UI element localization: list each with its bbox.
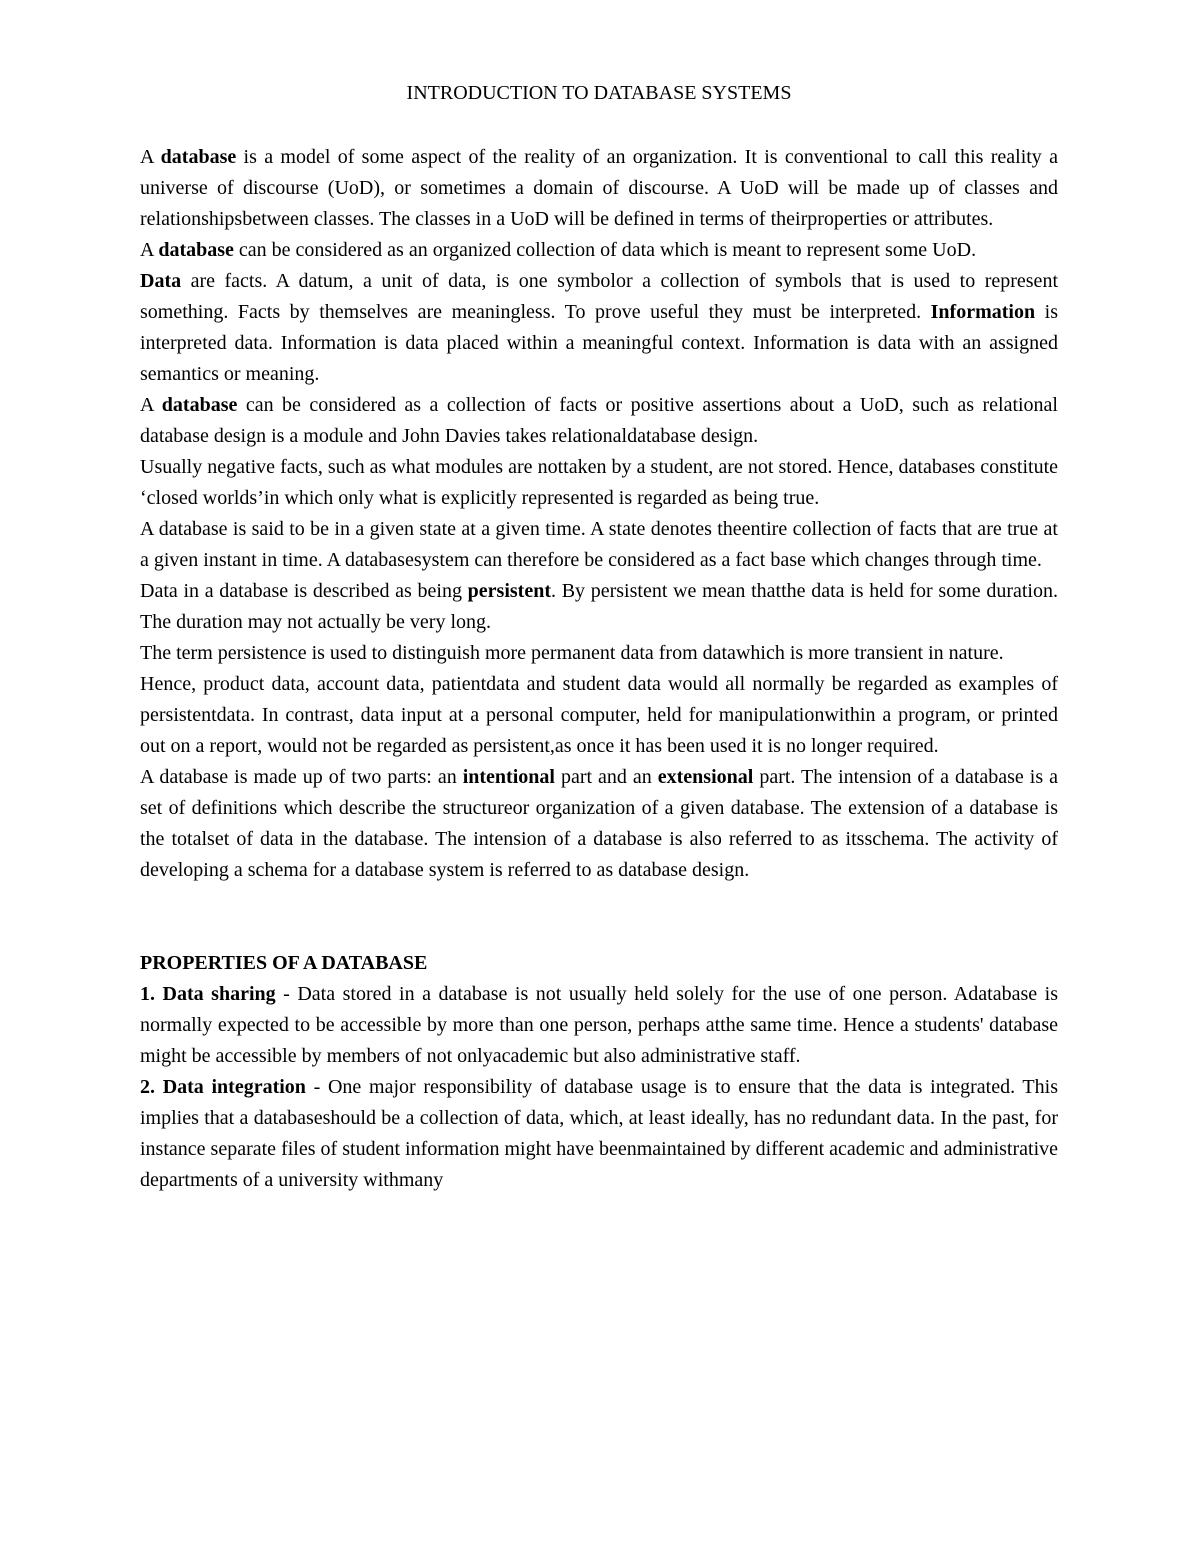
document-title: INTRODUCTION TO DATABASE SYSTEMS <box>406 82 792 104</box>
text-run: is a model of some aspect of the reality of an organization. It is conventional to call this reality a universe of discourse (UoD), or sometimes a domain of discourse. A UoD will be made up of classes and relationshipsbetween classes. The classes in a UoD will be defined in terms of theirproperties or attributes. <box>140 146 1058 230</box>
paragraph <box>140 390 1058 452</box>
document-page <box>140 78 1058 1196</box>
bold-term: database <box>161 394 238 416</box>
section-gap <box>140 886 1058 948</box>
bold-term: extensional <box>657 766 754 788</box>
text-run: Usually negative facts, such as what modules are nottaken by a student, are not stored. Hence, databases constitute ‘closed worlds’in which only what is explicitly represented is regarded as being true. <box>140 456 1058 509</box>
paragraph <box>140 669 1058 762</box>
text-run: A <box>140 394 162 416</box>
bold-term: 2. Data integration <box>140 1076 306 1098</box>
text-run: A <box>140 146 161 168</box>
paragraph <box>140 266 1058 390</box>
property-item <box>140 979 1058 1072</box>
text-run: Hence, product data, account data, patientdata and student data would all normally be regarded as examples of persistentdata. In contrast, data input at a personal computer, held for manipulationwithin a program, or printed out on a report, would not be regarded as persistent,as once it has been used it is no longer required. <box>140 673 1058 757</box>
text-run: can be considered as a collection of facts or positive assertions about a UoD, such as relational database design is a module and John Davies takes relationaldatabase design. <box>140 394 1058 447</box>
section-heading: PROPERTIES OF A DATABASE <box>140 952 428 974</box>
paragraph <box>140 142 1058 235</box>
paragraph <box>140 514 1058 576</box>
paragraph <box>140 638 1058 669</box>
bold-term: database <box>158 239 234 261</box>
text-run: part. The intension of a database is a set of definitions which describe the structureor organization of a given database. The extension of a database is the totalset of data in the database. The intension of a database is also referred to as itsschema. The activity of developing a schema for a database system is referred to as database design. <box>140 766 1058 881</box>
intro-section <box>140 142 1058 886</box>
text-run: is interpreted data. Information is data placed within a meaningful context. Information is data with an assigned semantics or meaning. <box>140 301 1058 385</box>
paragraph <box>140 576 1058 638</box>
bold-term: Information <box>930 301 1036 323</box>
text-run: . By persistent we mean thatthe data is held for some duration. The duration may not actually be very long. <box>140 580 1058 633</box>
text-run: A database is made up of two parts: an <box>140 766 463 788</box>
paragraph <box>140 235 1058 266</box>
text-run: The term persistence is used to distinguish more permanent data from datawhich is more transient in nature. <box>140 642 1004 664</box>
text-run: A database is said to be in a given state at a given time. A state denotes theentire collection of facts that are true at a given instant in time. A databasesystem can therefore be considered as a fact base which changes through time. <box>140 518 1058 571</box>
text-run: part and an <box>554 766 658 788</box>
paragraph <box>140 452 1058 514</box>
text-run: are facts. A datum, a unit of data, is one symbolor a collection of symbols that is used to represent something. Facts by themselves are meaningless. To prove useful they must be interpreted. <box>140 270 1058 323</box>
bold-term: persistent <box>467 580 551 602</box>
bold-term: 1. Data sharing <box>140 983 276 1005</box>
paragraph <box>140 762 1058 886</box>
text-run: A <box>140 239 159 261</box>
bold-term: intentional <box>462 766 555 788</box>
text-run: Data in a database is described as being <box>140 580 468 602</box>
text-run: - One major responsibility of database usage is to ensure that the data is integrated. This implies that a databaseshould be a collection of data, which, at least ideally, has no redundant data. In the past, for instance separate files of student information might have beenmaintained by different academic and administrative departments of a university withmany <box>140 1076 1058 1191</box>
text-run: can be considered as an organized collection of data which is meant to represent some UoD. <box>233 239 977 261</box>
text-run: - Data stored in a database is not usually held solely for the use of one person. Adatabase is normally expected to be accessible by more than one person, perhaps atthe same time. Hence a students' database might be accessible by members of not onlyacademic but also administrative staff. <box>140 983 1058 1067</box>
bold-term: Data <box>140 270 182 292</box>
bold-term: database <box>160 146 237 168</box>
property-item <box>140 1072 1058 1196</box>
properties-section <box>140 979 1058 1196</box>
